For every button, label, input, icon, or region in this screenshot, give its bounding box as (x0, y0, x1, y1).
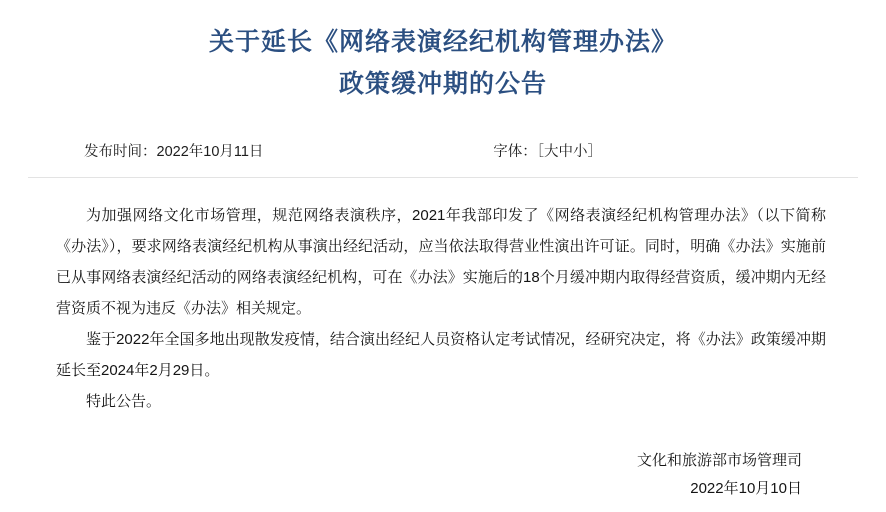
page-title-line-2: 政策缓冲期的公告 (338, 71, 547, 98)
signature-date: 2022年10月10日 (690, 480, 802, 497)
body-paragraph-1: 为加强网络文化市场管理，规范网络表演秩序，2021年我部印发了《网络表演经纪机构管理办法》（以下简称《办法》），要求网络表演经纪机构从事演出经纪活动，应当依法取得营业性演出许可证。同时，明确《办法》实施前已从事网络表演经纪活动的网络表演经纪机构，可在《办法》实施后的18个月缓冲期内取得经营资质，缓冲期内无经营资质不视为违反《办法》相关规定。 (56, 207, 826, 317)
page-title (0, 0, 886, 106)
page-title-line-1: 关于延长《网络表演经纪机构管理办法》 (208, 29, 677, 56)
publish-time: 发布时间：2022年10月11日 (84, 144, 264, 160)
signature-organization: 文化和旅游部市场管理司 (636, 452, 802, 469)
document-body (0, 200, 886, 417)
font-size-label-prefix: 字体：［ (493, 144, 544, 160)
font-size-medium-button[interactable]: 中 (558, 144, 573, 160)
signature-block (0, 447, 886, 503)
divider-container (0, 177, 886, 178)
font-size-label-suffix: ］ (587, 144, 602, 160)
font-size-small-button[interactable]: 小 (573, 144, 588, 160)
body-paragraph-2: 鉴于2022年全国多地出现散发疫情，结合演出经纪人员资格认定考试情况，经研究决定，将《办法》政策缓冲期延长至2024年2月29日。 (56, 331, 826, 379)
font-size-control (493, 140, 602, 161)
font-size-large-button[interactable]: 大 (544, 144, 559, 160)
horizontal-divider (28, 177, 858, 178)
document-meta-row (0, 140, 886, 161)
body-paragraph-3: 特此公告。 (86, 393, 162, 410)
